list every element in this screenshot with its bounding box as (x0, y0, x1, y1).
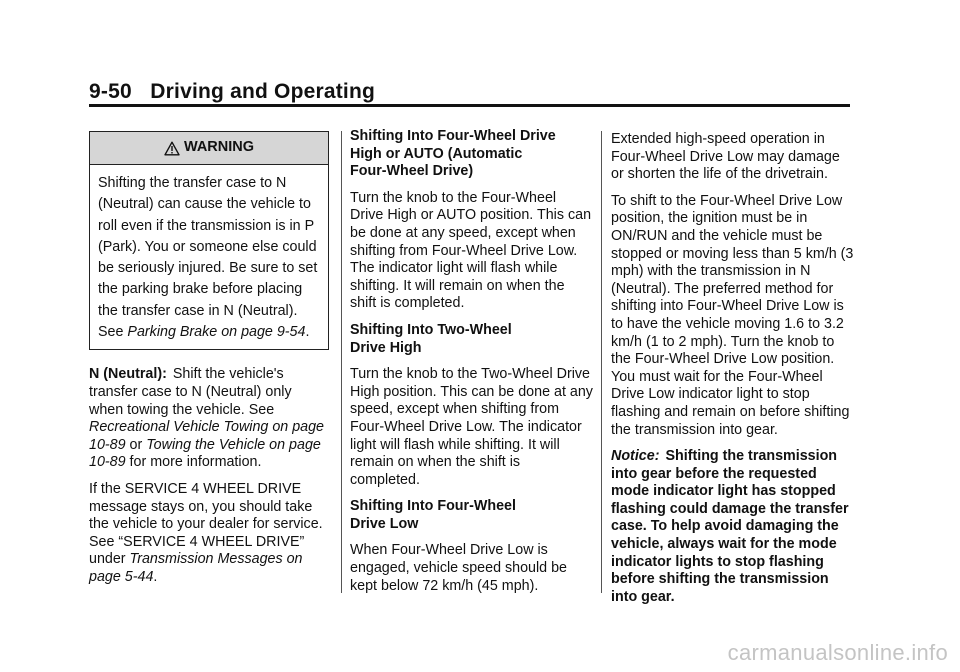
subheading-line: High or AUTO (Automatic (350, 145, 523, 162)
notice-text: Shifting the transmission into gear before the requested mode indicator light has stopped flashing could damage the transfer case. To help avoid damaging the vehicle, always wait for the mode indicator lights to stop flashing before shifting the transmission into gear. (611, 448, 849, 605)
paragraph-4wd-low: When Four-Wheel Drive Low is engaged, vehicle speed should be kept below 72 km/h (45 mph). (350, 542, 568, 594)
page-header (89, 80, 375, 104)
neutral-text-1: Shift the vehicle's transfer case to N (Neutral) only when towing the vehicle. See (89, 366, 292, 418)
column-3 (611, 131, 856, 615)
paragraph-4wd-high: Turn the knob to the Four-Wheel Drive High or AUTO position. This can be done at any speed, except when shifting from Four-Wheel Drive Low. The indicator light will flash while shifting. It will remain on when the shift is completed. (350, 189, 592, 312)
service-tail: . (153, 568, 158, 585)
subheading-line: Shifting Into Four-Wheel (350, 498, 516, 515)
service-ref: Transmission Messages on page 5-44 (89, 551, 303, 585)
paragraph-2wd-high: Turn the knob to the Two-Wheel Drive High position. This can be done at any speed, except when shifting from Four-Wheel Drive Low. The indicator light will flash while shifting. It will remain on when the shift is completed. (350, 366, 593, 488)
paragraph-shift-low: To shift to the Four-Wheel Drive Low position, the ignition must be in ON/RUN and the vehicle must be stopped or moving less than 5 km/h (3 mph) with the transmission in N (Neutral). The preferred method for shifting into Four-Wheel Drive Low is to have the vehicle moving 1.6 to 3.2 km/h (1 to 2 mph). Turn the knob to the Four-Wheel Drive Low position. You must wait for the Four-Wheel Drive Low indicator light to stop flashing and remain on before shifting the transmission into gear. (611, 192, 854, 438)
header-rule (89, 104, 850, 107)
warning-tail: . (305, 324, 310, 341)
neutral-lead: N (Neutral): (89, 366, 167, 383)
subheading-line: Shifting Into Two-Wheel (350, 321, 512, 338)
subheading-4wd-low (350, 498, 593, 533)
notice-label: Notice: (611, 448, 660, 465)
subheading-line: Four-Wheel Drive) (350, 163, 474, 180)
paragraph-drivetrain: Extended high-speed operation in Four-Wheel Drive Low may damage or shorten the life of the drivetrain. (611, 131, 840, 183)
warning-box (89, 131, 329, 350)
column-2 (350, 128, 593, 604)
neutral-text-2: or (125, 436, 147, 453)
subheading-4wd-high (350, 128, 593, 181)
neutral-paragraph (89, 366, 329, 472)
subheading-line: Drive Low (350, 515, 419, 532)
warning-title: WARNING (183, 139, 255, 156)
service-text: If the SERVICE 4 WHEEL DRIVE message stays on, you should take the vehicle to your dealer for service. See “SERVICE 4 WHEEL DRIVE” under (89, 480, 323, 568)
service-paragraph (89, 481, 329, 587)
neutral-ref-2: Towing the Vehicle on page 10-89 (89, 436, 321, 471)
subheading-2wd-high (350, 322, 593, 357)
warning-header (90, 132, 328, 165)
watermark: carmanualsonline.info (727, 640, 948, 665)
neutral-text-3: for more information. (125, 454, 262, 471)
section-title: Driving and Operating (150, 80, 376, 103)
subheading-line: Drive High (350, 339, 422, 356)
column-divider (601, 131, 602, 593)
neutral-ref-1: Recreational Vehicle Towing on page 10-89 (89, 419, 324, 453)
warning-text: Shifting the transfer case to N (Neutral) can cause the vehicle to roll even if the transmission is in P (Park). You or someone else could be seriously injured. Be sure to set the parking brake before placing the transfer case in N (Neutral). See (98, 175, 318, 341)
warning-body (90, 165, 328, 349)
warning-reference: Parking Brake on page 9-54 (127, 324, 306, 341)
page-number: 9-50 (89, 80, 132, 103)
notice-paragraph (611, 448, 856, 606)
warning-triangle-icon (164, 141, 180, 156)
column-1 (89, 131, 329, 596)
column-divider (341, 131, 342, 593)
subheading-line: Shifting Into Four-Wheel Drive (350, 128, 556, 144)
